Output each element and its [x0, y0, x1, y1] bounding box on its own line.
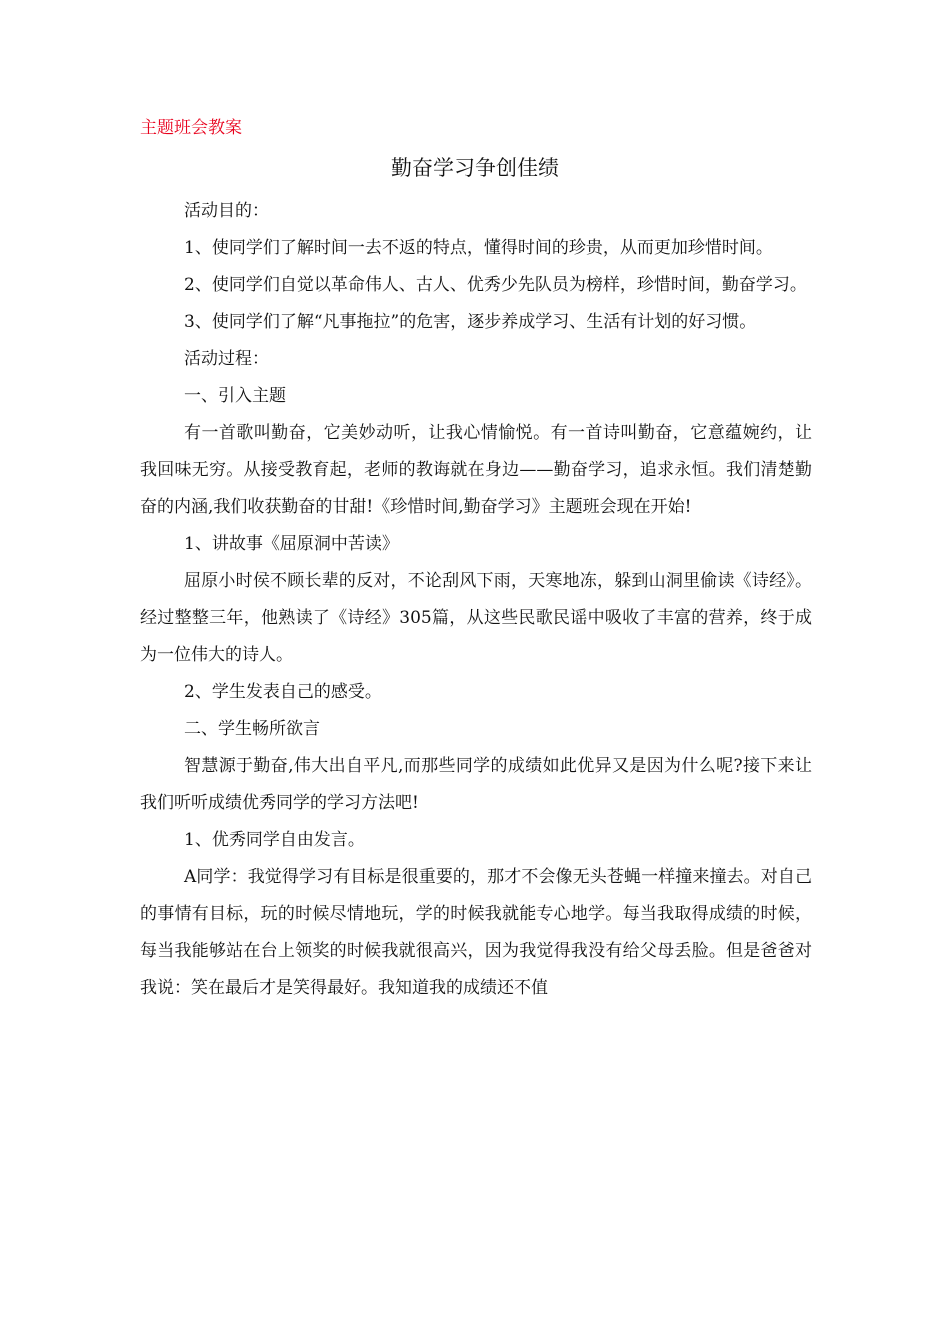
paragraph-speak-intro: 智慧源于勤奋,伟大出自平凡,而那些同学的成绩如此优异又是因为什么呢?接下来让我们听听成绩优秀同学的学习方法吧!: [140, 756, 812, 813]
document-title: 勤奋学习争创佳绩: [391, 156, 559, 180]
paragraph-process-heading: 活动过程：: [184, 349, 269, 369]
paragraph-story: 屈原小时侯不顾长辈的反对，不论刮风下雨，天寒地冻，躲到山洞里偷读《诗经》。经过整整三年，他熟读了《诗经》305篇，从这些民歌民谣中吸收了丰富的营养，终于成为一位伟大的诗人。: [140, 571, 812, 665]
subheading-free-speech: 1、优秀同学自由发言。: [184, 830, 365, 850]
paragraph-purpose-heading: 活动目的：: [184, 201, 269, 221]
document-body: [140, 193, 812, 1007]
paragraph-purpose-3: 3、使同学们了解“凡事拖拉”的危害，逐步养成学习、生活有计划的好习惯。: [184, 312, 757, 332]
paragraph-purpose-2: 2、使同学们自觉以革命伟人、古人、优秀少先队员为榜样，珍惜时间，勤奋学习。: [184, 275, 807, 295]
paragraph-student-a: A同学：我觉得学习有目标是很重要的，那才不会像无头苍蝇一样撞来撞去。对自己的事情有目标，玩的时候尽情地玩，学的时候我就能专心地学。每当我取得成绩的时候，每当我能够站在台上领奖的时候我就很高兴，因为我觉得我没有给父母丢脸。但是爸爸对我说：笑在最后才是笑得最好。我知道我的成绩还不值: [140, 867, 812, 998]
header-label: 主题班会教案: [140, 118, 242, 138]
section-heading-speak: 二、学生畅所欲言: [184, 719, 320, 739]
subheading-story: 1、讲故事《屈原洞中苦读》: [184, 534, 399, 554]
paragraph-purpose-1: 1、使同学们了解时间一去不返的特点，懂得时间的珍贵，从而更加珍惜时间。: [184, 238, 773, 258]
paragraph-intro: 有一首歌叫勤奋，它美妙动听，让我心情愉悦。有一首诗叫勤奋，它意蕴婉约，让我回味无穷。从接受教育起，老师的教诲就在身边——勤奋学习，追求永恒。我们清楚勤奋的内涵,我们收获勤奋的甘甜!《珍惜时间,勤奋学习》主题班会现在开始!: [140, 423, 812, 517]
subheading-feelings: 2、学生发表自己的感受。: [184, 682, 382, 702]
section-heading-intro: 一、引入主题: [184, 386, 286, 406]
